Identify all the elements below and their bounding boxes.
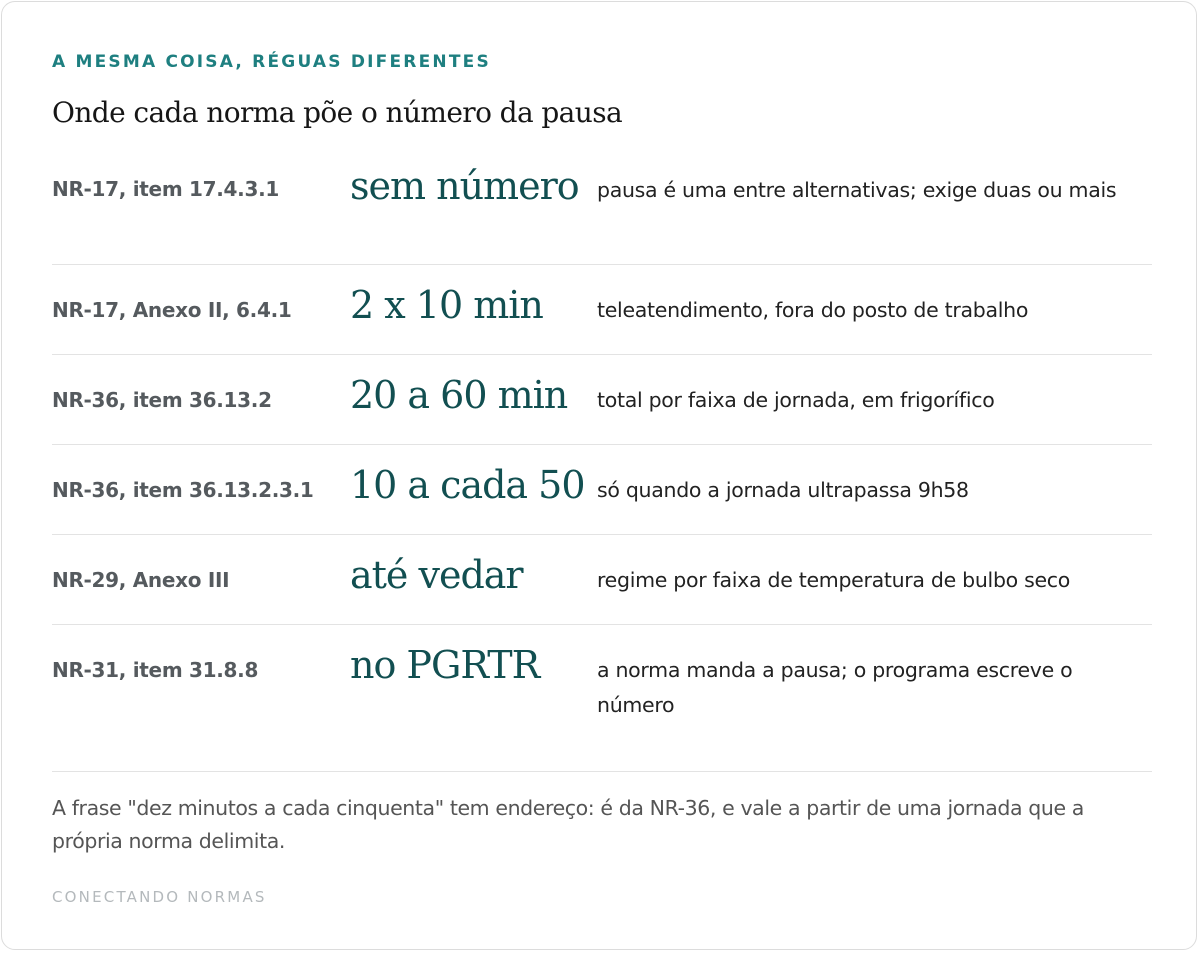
norm-reference: NR-36, item 36.13.2 (52, 388, 272, 412)
card (1, 1, 1197, 950)
norm-reference: NR-17, item 17.4.3.1 (52, 177, 279, 201)
footnote: A frase "dez minutos a cada cinquenta" tem endereço: é da NR-36, e vale a partir de uma jornada que a própria norma delimita. (52, 796, 1084, 853)
page-title: Onde cada norma põe o número da pausa (52, 96, 623, 129)
pause-value: sem número (350, 164, 579, 208)
list-item (52, 154, 1152, 265)
pause-value: 10 a cada 50 (350, 463, 585, 507)
list-item (52, 355, 1152, 445)
kicker: A MESMA COISA, RÉGUAS DIFERENTES (52, 52, 491, 72)
norm-reference: NR-36, item 36.13.2.3.1 (52, 478, 314, 502)
pause-value: no PGRTR (350, 643, 540, 687)
pause-description: total por faixa de jornada, em frigorífico (597, 388, 995, 412)
norm-reference: NR-31, item 31.8.8 (52, 658, 259, 682)
comparison-list (52, 154, 1152, 770)
list-item (52, 445, 1152, 535)
norm-reference: NR-17, Anexo II, 6.4.1 (52, 298, 292, 322)
list-item (52, 265, 1152, 355)
pause-value: até vedar (350, 553, 523, 597)
brand-label: CONECTANDO NORMAS (52, 888, 267, 906)
pause-description: regime por faixa de temperatura de bulbo seco (597, 568, 1071, 592)
norm-reference: NR-29, Anexo III (52, 568, 230, 592)
list-item (52, 625, 1152, 770)
pause-description: a norma manda a pausa; o programa escreve o número (597, 658, 1073, 717)
divider (52, 771, 1152, 772)
pause-value: 2 x 10 min (350, 283, 543, 327)
pause-description: só quando a jornada ultrapassa 9h58 (597, 478, 969, 502)
pause-value: 20 a 60 min (350, 373, 568, 417)
pause-description: pausa é uma entre alternativas; exige duas ou mais (597, 178, 1117, 202)
pause-description: teleatendimento, fora do posto de trabalho (597, 298, 1029, 322)
list-item (52, 535, 1152, 625)
